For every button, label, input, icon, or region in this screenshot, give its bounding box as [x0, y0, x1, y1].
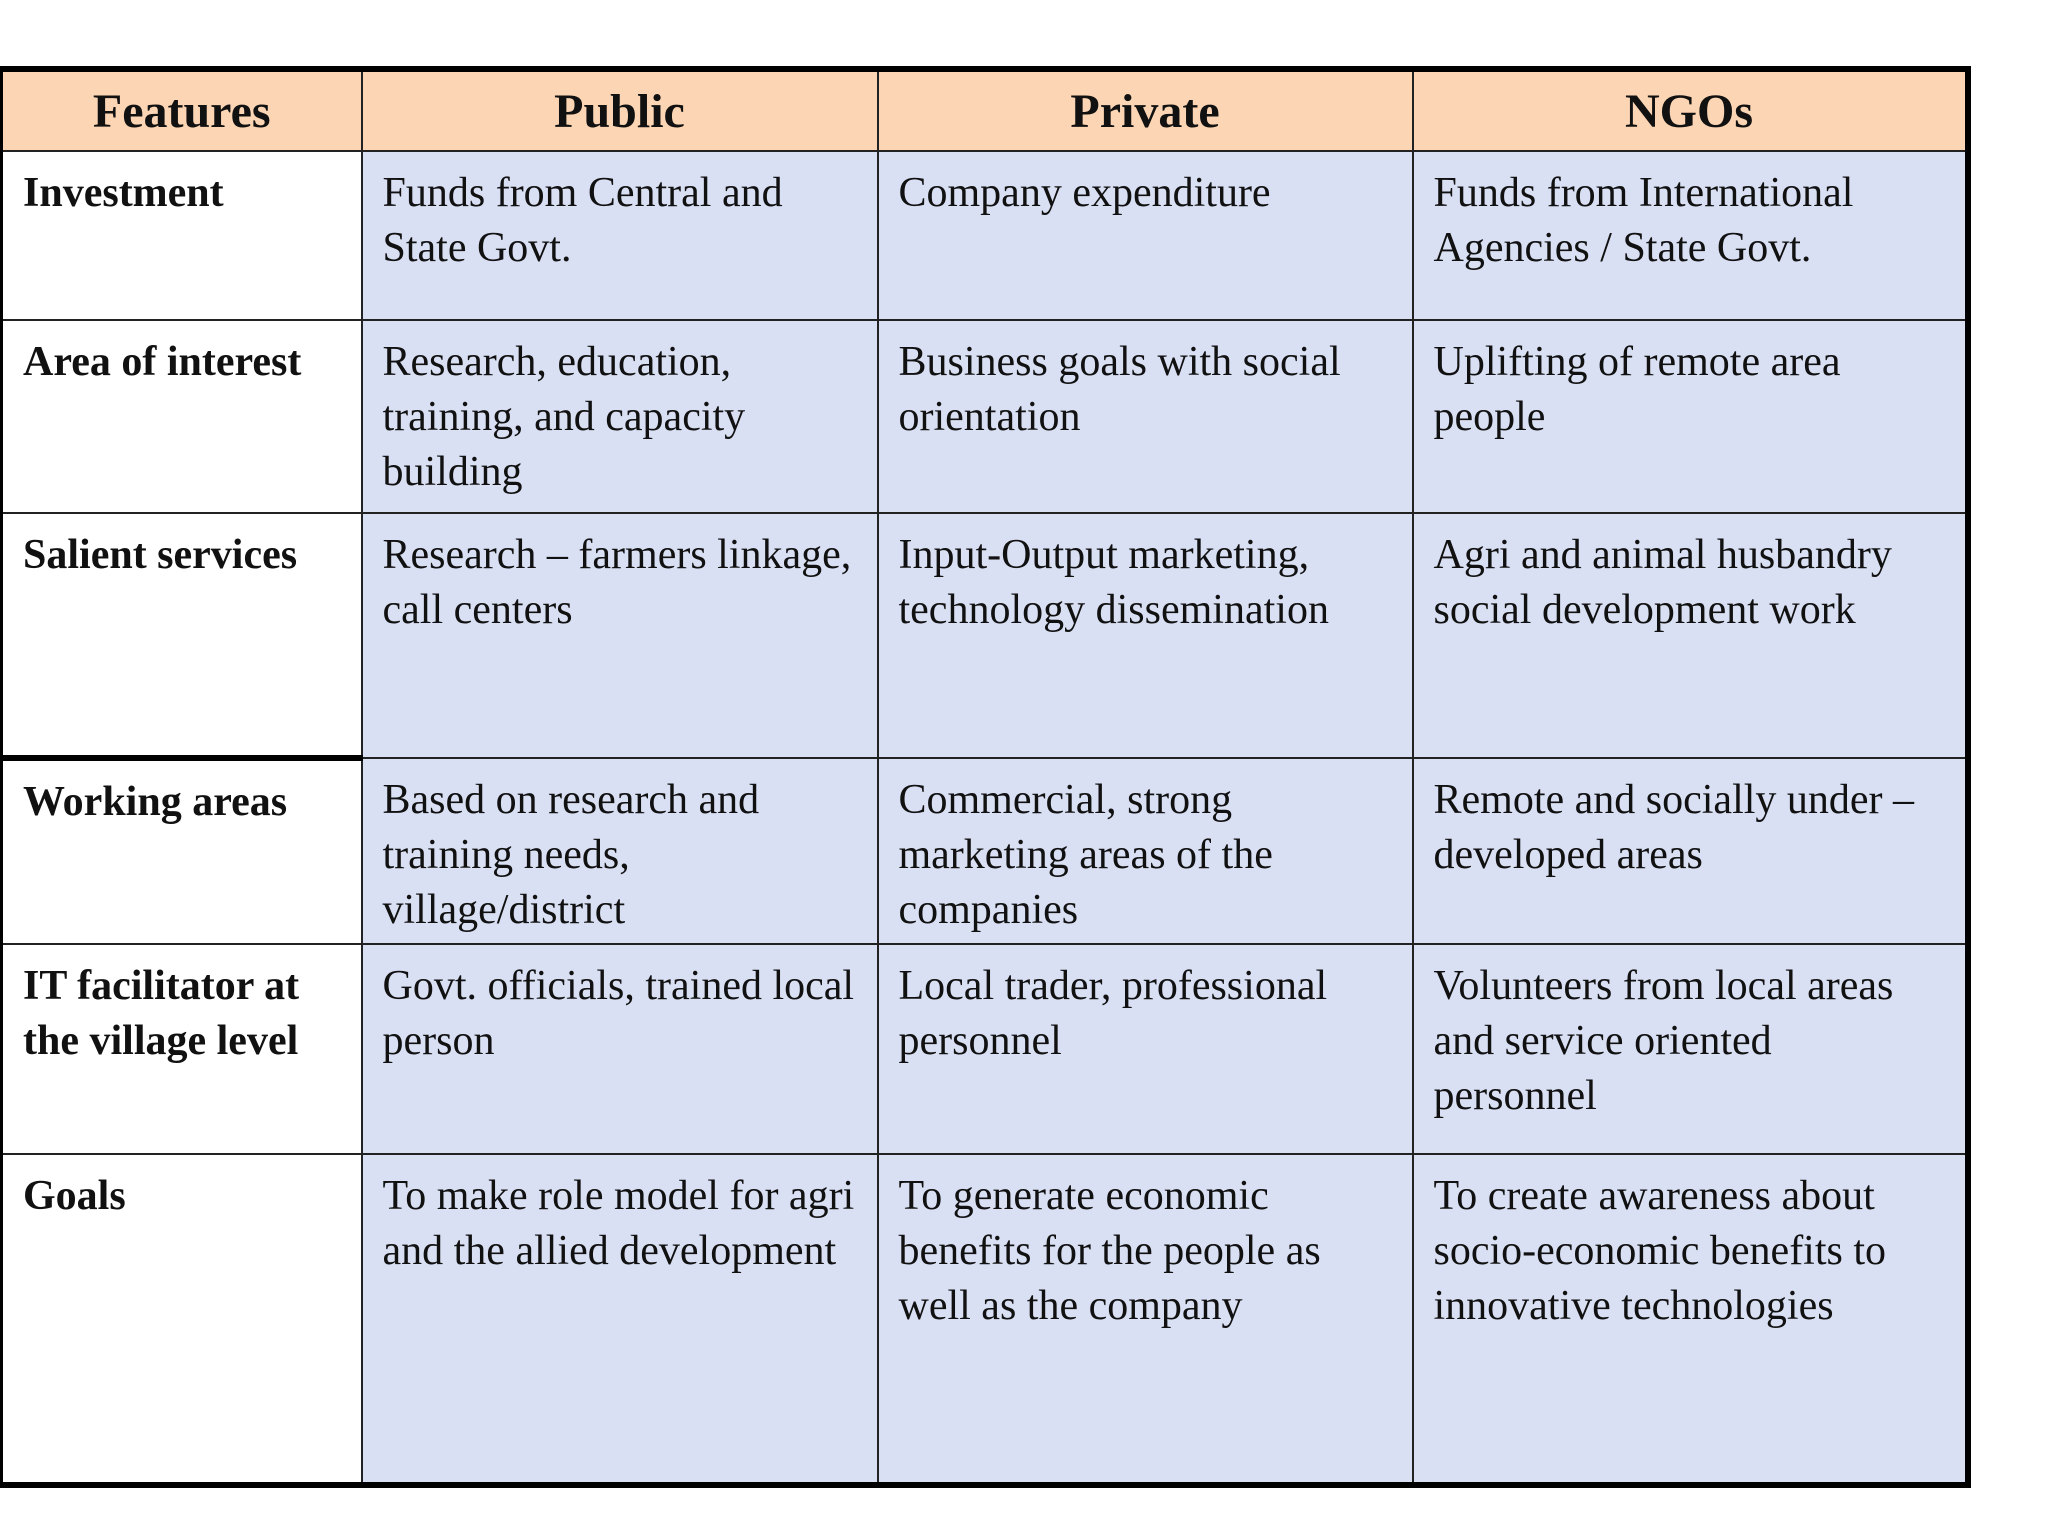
table-row [2, 944, 1968, 1154]
public-cell: Govt. officials, trained local person [362, 944, 878, 1154]
public-cell: Funds from Central and State Govt. [362, 151, 878, 320]
ngos-cell: Remote and socially under – developed areas [1413, 758, 1968, 944]
header-private: Private [878, 69, 1413, 151]
table-row [2, 513, 1968, 758]
private-cell: Company expenditure [878, 151, 1413, 320]
ngos-cell: Uplifting of remote area people [1413, 320, 1968, 513]
feature-cell: Area of interest [2, 320, 362, 513]
table-row [2, 1154, 1968, 1485]
ngos-cell: Volunteers from local areas and service oriented personnel [1413, 944, 1968, 1154]
table-body [2, 151, 1968, 1485]
header-public: Public [362, 69, 878, 151]
header-ngos: NGOs [1413, 69, 1968, 151]
private-cell: Input-Output marketing, technology dissemination [878, 513, 1413, 758]
table-row [2, 320, 1968, 513]
feature-cell: Investment [2, 151, 362, 320]
comparison-table [0, 66, 1971, 1488]
public-cell: Research, education, training, and capacity building [362, 320, 878, 513]
ngos-cell: Agri and animal husbandry social development work [1413, 513, 1968, 758]
private-cell: Business goals with social orientation [878, 320, 1413, 513]
table-row [2, 151, 1968, 320]
private-cell: To generate economic benefits for the people as well as the company [878, 1154, 1413, 1485]
feature-cell: Goals [2, 1154, 362, 1485]
feature-cell: Working areas [2, 758, 362, 944]
ngos-cell: To create awareness about socio-economic benefits to innovative technologies [1413, 1154, 1968, 1485]
feature-cell: IT facilitator at the village level [2, 944, 362, 1154]
header-features: Features [2, 69, 362, 151]
private-cell: Commercial, strong marketing areas of the companies [878, 758, 1413, 944]
feature-cell: Salient services [2, 513, 362, 758]
header-row [2, 69, 1968, 151]
comparison-table-container [0, 66, 1966, 1488]
public-cell: To make role model for agri and the allied development [362, 1154, 878, 1485]
table-header [2, 69, 1968, 151]
public-cell: Based on research and training needs, village/district [362, 758, 878, 944]
ngos-cell: Funds from International Agencies / State Govt. [1413, 151, 1968, 320]
table-row [2, 758, 1968, 944]
private-cell: Local trader, professional personnel [878, 944, 1413, 1154]
public-cell: Research – farmers linkage, call centers [362, 513, 878, 758]
